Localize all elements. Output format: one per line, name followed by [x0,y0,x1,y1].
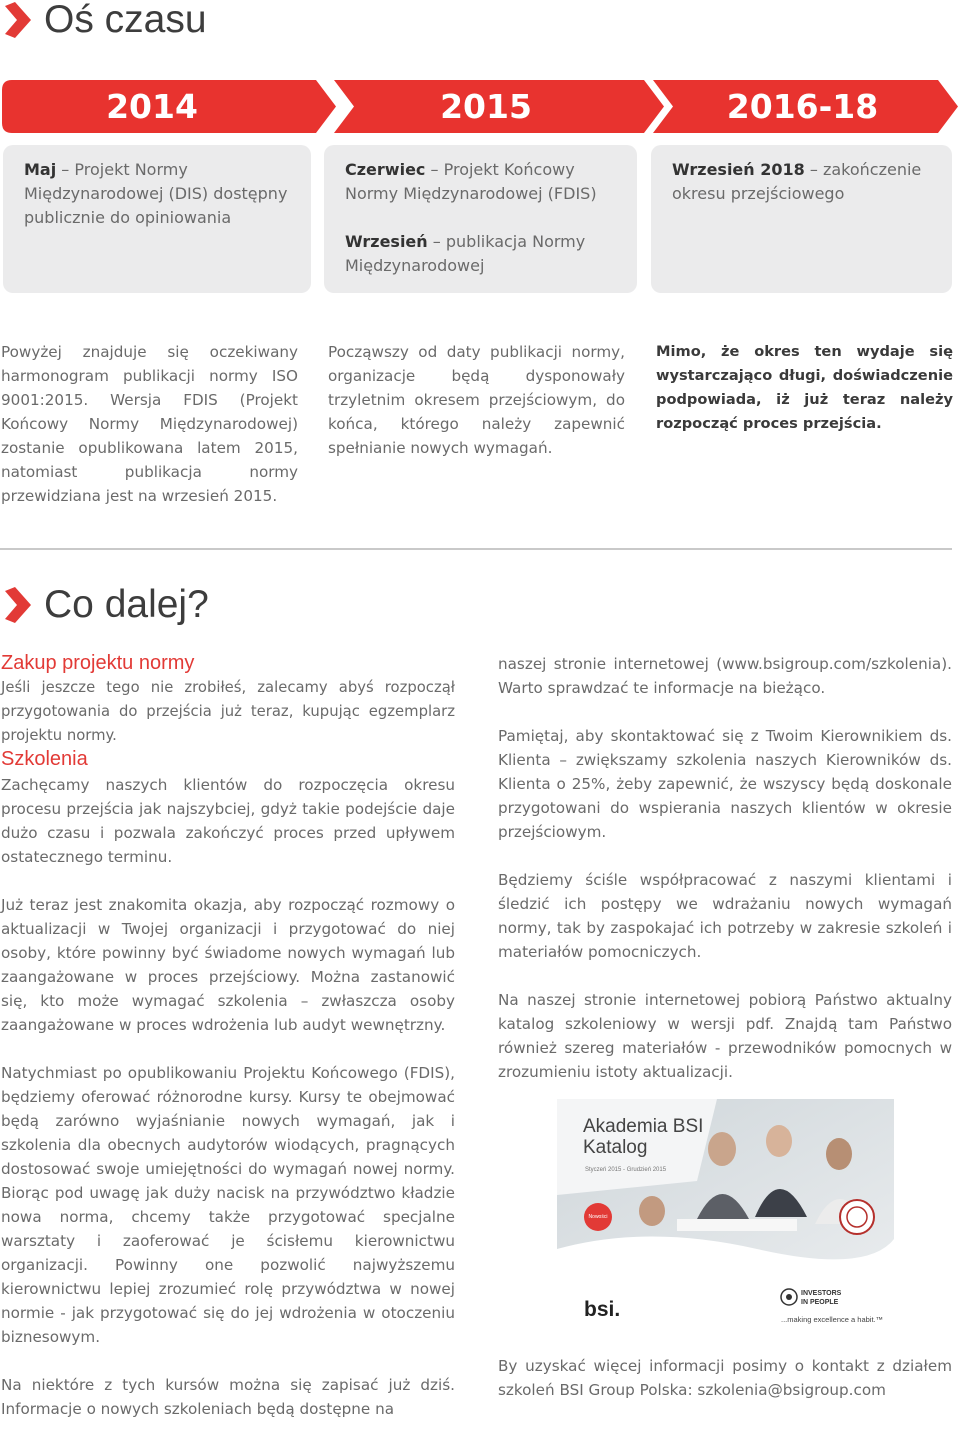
catalog-cover-image [557,1099,894,1333]
timeline-item: Czerwiec – Projekt Końcowy Normy Międzynarodowej (FDIS) [345,160,597,203]
section-chevron-icon [3,587,33,623]
section-divider [0,548,952,550]
heading-trainings: Szkolenia [1,748,88,770]
section-title-next-steps: Co dalej? [44,583,209,626]
timeline-box-2016-18 [651,145,952,293]
paragraph: Zachęcamy naszych klientów do rozpoczęcia okresu procesu przejścia jak najszybciej, gdyż takie podejście daje dużo czasu i pozwala zakończyć proces przed upływem ostatecznego terminu. [1,776,455,866]
section-title-timeline: Oś czasu [44,0,207,41]
timeline-box-2014 [3,145,311,293]
bsi-logo: bsi. [584,1298,621,1321]
paragraph: naszej stronie internetowej (www.bsigroup.com/szkolenia). Warto sprawdzać te informacje na bieżąco. [498,655,952,697]
catalog-title: Akademia BSI Katalog [583,1116,704,1158]
year-label-2015: 2015 [440,87,532,126]
catalog-badge: Nowości [588,1214,608,1220]
timeline-item: Wrzesień – publikacja Normy Międzynarodowej [345,232,586,275]
timeline-text-column-2: Począwszy od daty publikacji normy, organizacje będą dysponowały trzyletnim okresem przejściowym, do końca, którego należy zapewnić spełnianie nowych wymagań. [328,343,625,457]
year-label-2016-18: 2016-18 [726,87,879,126]
year-label-2014: 2014 [106,87,198,126]
contact-text: By uzyskać więcej informacji posimy o kontakt z działem szkoleń BSI Group Polska: szkolenia@bsigroup.com [498,1357,952,1399]
paragraph: Na naszej stronie internetowej pobiorą Państwo aktualny katalog szkoleniowy w wersji pdf. Znajdą tam Państwo również szereg materiałów - przewodników pomocnych w zrozumieniu istoty aktualizacji. [498,991,952,1081]
heading-purchase-draft: Zakup projektu normy [1,652,195,674]
paragraph: Już teraz jest znakomita okazja, aby rozpocząć rozmowy o aktualizacji w Twojej organizacji i przygotować do niej osoby, które powinny być świadome nowych wymagań lub zaangażowane w proces przejściowy. Można zastanowić się, kto może wymagać szkolenia – zwłaszcza osoby zaangażowane w proces wdrożenia lub audyt wewnętrzny. [1,896,455,1034]
timeline-item: Maj – Projekt Normy Międzynarodowej (DIS) dostępny publicznie do opiniowania [24,160,288,227]
trainings-text-right [498,652,952,1108]
purchase-text: Jeśli jeszcze tego nie zrobiłeś, zalecamy abyś rozpoczął przygotowania do przejścia już teraz, kupując egzemplarz projektu normy. [1,679,455,744]
paragraph: Pamiętaj, aby skontaktować się z Twoim Kierownikiem ds. Klienta – zwiększamy szkolenia naszych Kierowników ds. Klienta o 25%, żeby zapewnić, że wszyscy będą doskonale przygotowani do wspierania naszych klientów w okresie przejściowym. [498,727,952,841]
timeline-item: Wrzesień 2018 – zakończenie okresu przejściowego [672,160,922,203]
section-chevron-icon [3,2,33,38]
trainings-text-left [1,773,455,1445]
paragraph: Będziemy ściśle współpracować z naszymi klientami i śledzić ich postępy we wdrażaniu nowych wymagań normy, tak by zaspokajać ich potrzeby w zakresie szkoleń i materiałów pomocniczych. [498,871,952,961]
paragraph: Natychmiast po opublikowaniu Projektu Końcowego (FDIS), będziemy oferować różnorodne kursy. Kursy te obejmować będą zarówno wyjaśnianie nowych wymagań, jak i szkolenia dla obecnych audytorów wiodących, pragnących dostosować swoje umiejętności do wymagań nowej normy. Biorąc pod uwagę jak duży nacisk na przywództwo kładzie nowa norma, chcemy także przygotować specjalne warsztaty i zaoferować je ścisłemu kierownictwu organizacji. Powinny one pozwolić najwyższemu kierownictwu lepiej zrozumieć rolę przywództwa w nowej normie - jak przygotować się do jej wdrożenia w otoczeniu biznesowym. [1,1064,455,1346]
catalog-tagline: ...making excellence a habit.™ [781,1315,884,1324]
timeline-text-column-1: Powyżej znajduje się oczekiwany harmonogram publikacji normy ISO 9001:2015. Wersja FDIS (Projekt Końcowy Normy Międzynarodowej) zostanie opublikowana latem 2015, natomiast publikacja normy przewidziana jest na wrzesień 2015. [1,343,298,505]
paragraph: Na niektóre z tych kursów można się zapisać już dziś. Informacje o nowych szkoleniach będą dostępne na [1,1376,455,1418]
investors-in-people-logo: INVESTORS IN PEOPLE [801,1290,842,1306]
timeline-text-column-3: Mimo, że okres ten wydaje się wystarczająco długi, doświadczenie podpowiada, iż już teraz należy rozpocząć proces przejścia. [656,343,953,432]
timeline-box-2015 [324,145,637,293]
catalog-dates: Styczeń 2015 - Grudzień 2015 [585,1167,667,1173]
